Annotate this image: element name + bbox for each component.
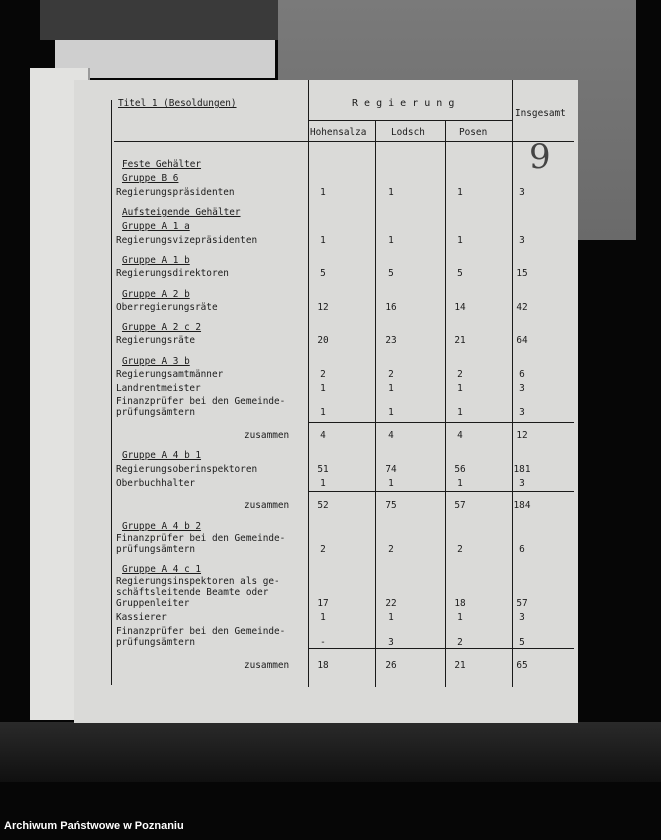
value-hohensalza: 1 bbox=[320, 612, 326, 623]
value-hohensalza: 1 bbox=[320, 187, 326, 198]
value-lodsch: 3 bbox=[388, 637, 394, 648]
value-total: 3 bbox=[519, 612, 525, 623]
row-label: Regierungsvizepräsidenten bbox=[116, 235, 258, 246]
value-total: 6 bbox=[519, 544, 525, 555]
value-total: 57 bbox=[516, 598, 528, 609]
value-posen: 57 bbox=[454, 500, 466, 511]
value-hohensalza: 2 bbox=[320, 544, 326, 555]
value-lodsch: 74 bbox=[385, 464, 397, 475]
row-label: Regierungsdirektoren bbox=[116, 268, 229, 279]
value-posen: 2 bbox=[457, 544, 463, 555]
row-label: Regierungspräsidenten bbox=[116, 187, 235, 198]
group-heading: Gruppe A 4 c 1 bbox=[122, 564, 202, 575]
value-lodsch: 1 bbox=[388, 235, 394, 246]
value-posen: 1 bbox=[457, 407, 463, 418]
value-posen: 1 bbox=[457, 187, 463, 198]
value-hohensalza: 17 bbox=[317, 598, 329, 609]
value-hohensalza: 1 bbox=[320, 235, 326, 246]
row-label: prüfungsämtern bbox=[116, 544, 196, 555]
value-posen: 21 bbox=[454, 335, 466, 346]
value-hohensalza: 1 bbox=[320, 383, 326, 394]
value-lodsch: 75 bbox=[385, 500, 397, 511]
value-hohensalza: 1 bbox=[320, 478, 326, 489]
value-hohensalza: 4 bbox=[320, 430, 326, 441]
group-heading: Gruppe A 4 b 1 bbox=[122, 450, 202, 461]
column-header-posen: Posen bbox=[459, 127, 488, 138]
value-total: 64 bbox=[516, 335, 528, 346]
value-posen: 1 bbox=[457, 235, 463, 246]
row-label: Regierungsamtmänner bbox=[116, 369, 224, 380]
background-sheet bbox=[40, 0, 280, 40]
subtotal-label: zusammen bbox=[244, 500, 290, 511]
value-total: 181 bbox=[513, 464, 531, 475]
value-total: 5 bbox=[519, 637, 525, 648]
shadow-band bbox=[0, 722, 661, 782]
value-posen: 2 bbox=[457, 369, 463, 380]
value-lodsch: 5 bbox=[388, 268, 394, 279]
value-lodsch: 23 bbox=[385, 335, 397, 346]
value-hohensalza: 12 bbox=[317, 302, 329, 313]
value-total: 12 bbox=[516, 430, 528, 441]
row-label: schäftsleitende Beamte oder bbox=[116, 587, 269, 598]
column-group-header: R e g i e r u n g bbox=[352, 98, 455, 109]
margin-line bbox=[111, 100, 112, 685]
value-posen: 4 bbox=[457, 430, 463, 441]
value-posen: 14 bbox=[454, 302, 466, 313]
value-posen: 56 bbox=[454, 464, 466, 475]
value-lodsch: 16 bbox=[385, 302, 397, 313]
value-total: 3 bbox=[519, 235, 525, 246]
value-posen: 2 bbox=[457, 637, 463, 648]
value-hohensalza: 20 bbox=[317, 335, 329, 346]
row-label: Oberbuchhalter bbox=[116, 478, 196, 489]
value-total: 42 bbox=[516, 302, 528, 313]
value-total: 6 bbox=[519, 369, 525, 380]
value-lodsch: 2 bbox=[388, 544, 394, 555]
row-label: Landrentmeister bbox=[116, 383, 201, 394]
sum-rule bbox=[308, 422, 574, 423]
sum-rule bbox=[308, 491, 574, 492]
subtotal-label: zusammen bbox=[244, 430, 290, 441]
value-hohensalza: 51 bbox=[317, 464, 329, 475]
row-label: Kassierer bbox=[116, 612, 167, 623]
value-posen: 1 bbox=[457, 383, 463, 394]
row-label: prüfungsämtern bbox=[116, 407, 196, 418]
table-title: Titel 1 (Besoldungen) bbox=[118, 98, 237, 109]
value-posen: 5 bbox=[457, 268, 463, 279]
value-posen: 18 bbox=[454, 598, 466, 609]
group-heading: Gruppe A 3 b bbox=[122, 356, 190, 367]
row-label: Regierungsinspektoren als ge- bbox=[116, 576, 280, 587]
column-header-hohensalza: Hohensalza bbox=[310, 127, 367, 138]
handwritten-page-number: 9 bbox=[529, 137, 551, 177]
column-header-lodsch: Lodsch bbox=[391, 127, 425, 138]
header-rule bbox=[114, 141, 574, 142]
value-total: 3 bbox=[519, 187, 525, 198]
value-posen: 1 bbox=[457, 478, 463, 489]
value-hohensalza: - bbox=[320, 637, 326, 648]
archive-credit: Archiwum Państwowe w Poznaniu bbox=[4, 820, 184, 832]
value-total: 184 bbox=[513, 500, 531, 511]
group-heading: Gruppe B 6 bbox=[122, 173, 179, 184]
value-lodsch: 1 bbox=[388, 478, 394, 489]
group-heading: Gruppe A 1 a bbox=[122, 221, 190, 232]
value-lodsch: 2 bbox=[388, 369, 394, 380]
subtotal-label: zusammen bbox=[244, 660, 290, 671]
value-hohensalza: 52 bbox=[317, 500, 329, 511]
value-lodsch: 1 bbox=[388, 407, 394, 418]
row-label: Regierungsoberinspektoren bbox=[116, 464, 258, 475]
total-column-header: Insgesamt bbox=[515, 108, 566, 119]
value-hohensalza: 2 bbox=[320, 369, 326, 380]
group-heading: Gruppe A 4 b 2 bbox=[122, 521, 202, 532]
row-label: Gruppenleiter bbox=[116, 598, 190, 609]
section-heading: Aufsteigende Gehälter bbox=[122, 207, 241, 218]
row-label: prüfungsämtern bbox=[116, 637, 196, 648]
header-rule bbox=[308, 120, 512, 121]
row-label: Finanzprüfer bei den Gemeinde- bbox=[116, 533, 286, 544]
value-hohensalza: 1 bbox=[320, 407, 326, 418]
group-heading: Gruppe A 2 c 2 bbox=[122, 322, 202, 333]
value-lodsch: 1 bbox=[388, 383, 394, 394]
value-total: 65 bbox=[516, 660, 528, 671]
value-lodsch: 4 bbox=[388, 430, 394, 441]
row-label: Regierungsräte bbox=[116, 335, 196, 346]
section-heading: Feste Gehälter bbox=[122, 159, 202, 170]
value-posen: 1 bbox=[457, 612, 463, 623]
group-heading: Gruppe A 2 b bbox=[122, 289, 190, 300]
value-lodsch: 26 bbox=[385, 660, 397, 671]
row-label: Finanzprüfer bei den Gemeinde- bbox=[116, 626, 286, 637]
value-hohensalza: 5 bbox=[320, 268, 326, 279]
value-total: 3 bbox=[519, 478, 525, 489]
value-lodsch: 1 bbox=[388, 612, 394, 623]
sum-rule bbox=[308, 648, 574, 649]
value-hohensalza: 18 bbox=[317, 660, 329, 671]
row-label: Finanzprüfer bei den Gemeinde- bbox=[116, 396, 286, 407]
value-total: 15 bbox=[516, 268, 528, 279]
value-lodsch: 22 bbox=[385, 598, 397, 609]
value-total: 3 bbox=[519, 383, 525, 394]
row-label: Oberregierungsräte bbox=[116, 302, 218, 313]
document-sheet bbox=[74, 80, 578, 723]
value-lodsch: 1 bbox=[388, 187, 394, 198]
value-total: 3 bbox=[519, 407, 525, 418]
group-heading: Gruppe A 1 b bbox=[122, 255, 190, 266]
value-posen: 21 bbox=[454, 660, 466, 671]
